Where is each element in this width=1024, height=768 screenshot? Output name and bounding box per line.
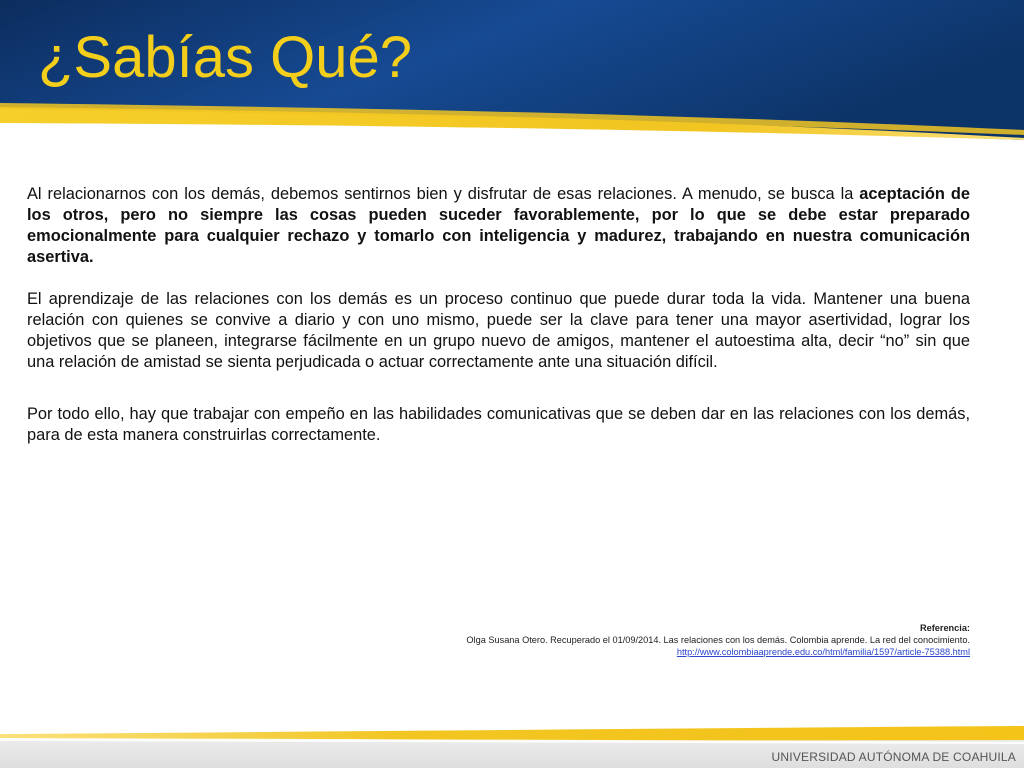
reference-block <box>270 622 970 658</box>
footer-university-name: UNIVERSIDAD AUTÓNOMA DE COAHUILA <box>771 750 1016 764</box>
paragraph-1-bold: aceptación de los otros, pero no siempre las cosas pueden suceder favorablemente, por lo que se debe estar preparado emocionalmente para cualquier rechazo y tomarlo con inteligencia y madurez, trabajando en nuestra comunicación asertiva. <box>27 185 970 266</box>
reference-heading: Referencia: <box>919 623 970 633</box>
reference-citation: Olga Susana Otero. Recuperado el 01/09/2014. Las relaciones con los demás. Colombia aprende. La red del conocimiento. <box>466 635 970 645</box>
body-text <box>27 184 970 446</box>
paragraph-1 <box>27 184 970 268</box>
paragraph-2: El aprendizaje de las relaciones con los demás es un proceso continuo que puede durar toda la vida. Mantener una buena relación con quienes se convive a diario y con uno mismo, puede ser la clave para tener una mayor asertividad, lograr los objetivos que se planeen, integrarse fácilmente en un grupo nuevo de amigos, mantener el autoestima alta, decir “no” sin que una relación de amistad se sienta perjudicada o actuar correctamente ante una situación difícil. <box>27 290 970 371</box>
slide-title: ¿Sabías Qué? <box>38 25 412 90</box>
paragraph-1-lead: Al relacionarnos con los demás, debemos sentirnos bien y disfrutar de esas relaciones. A menudo, se busca la <box>27 185 860 203</box>
paragraph-3: Por todo ello, hay que trabajar con empeño en las habilidades comunicativas que se deben dar en las relaciones con los demás, para de esta manera construirlas correctamente. <box>27 405 970 444</box>
reference-link[interactable]: http://www.colombiaaprende.edu.co/html/familia/1597/article-75388.html <box>676 647 970 657</box>
